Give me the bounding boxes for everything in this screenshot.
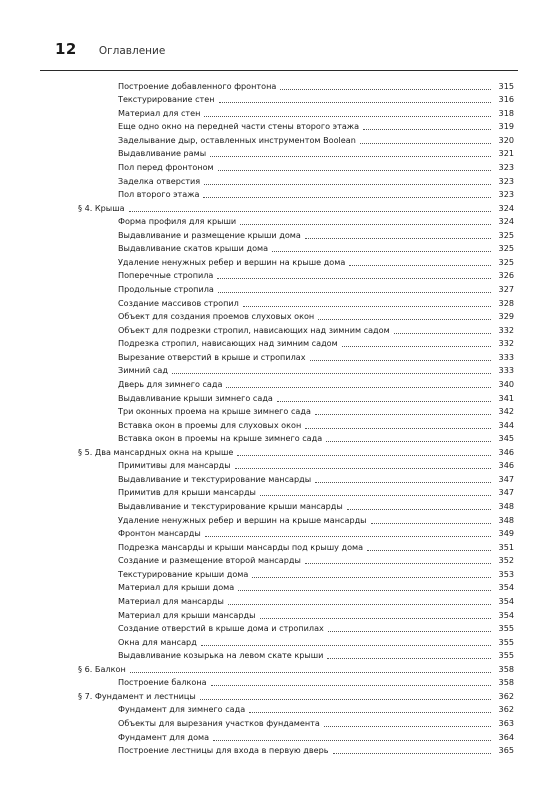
toc-entry-page: 358 [498,663,514,674]
toc-entry-title: Выдавливание и текстурирование крыши мансарды [118,501,343,511]
toc-entry-title: Продольные стропила [118,284,214,294]
dot-leader [318,319,491,320]
toc-entry [78,132,514,146]
dot-leader [272,251,491,252]
toc-entry [78,322,514,336]
toc-entry-title: Подрезка стропил, нависающих над зимним садом [118,338,338,349]
toc-entry [78,634,514,648]
toc-entry-page: 362 [498,704,514,715]
toc-section-entry [78,444,514,458]
dot-leader [327,658,491,659]
dot-leader [228,604,491,605]
toc-entry-page: 321 [498,148,514,159]
toc-entry-page: 320 [498,134,514,145]
toc-entry-page: 355 [498,636,514,647]
toc-entry [78,78,514,92]
toc-entry-title: Пол второго этажа [118,189,200,200]
toc-entry-title: Материал для крыши мансарды [118,609,256,620]
toc-entry-title: Выдавливание крыши зимнего сада [118,392,273,403]
table-of-contents [78,78,514,756]
toc-entry-page: 342 [498,406,514,417]
toc-entry-title: Построение добавленного фронтона [118,80,277,91]
dot-leader [260,495,491,496]
dot-leader [240,224,491,225]
toc-entry [78,580,514,594]
dot-leader [130,672,491,673]
toc-entry [78,309,514,323]
toc-entry-page: 355 [498,650,514,661]
toc-entry [78,363,514,377]
toc-entry-page: 344 [498,419,514,430]
toc-entry-page: 332 [498,338,514,349]
toc-entry-title: Выдавливание и размещение крыши дома [118,229,301,240]
toc-entry-page: 347 [498,487,514,498]
toc-entry-title: Еще одно окно на передней части стены второго этажа [118,121,360,132]
toc-entry-title: Фундамент для дома [118,731,210,742]
dot-leader [328,631,491,632]
toc-entry-title: Примитивы для мансарды [118,460,231,471]
toc-entry [78,648,514,662]
toc-entry [78,702,514,716]
dot-leader [200,699,491,700]
toc-entry [78,214,514,228]
toc-entry [78,404,514,418]
toc-entry-page: 346 [498,446,514,457]
toc-entry [78,336,514,350]
toc-entry [78,621,514,635]
dot-leader [360,143,491,144]
toc-entry-page: 319 [498,121,514,132]
toc-entry-page: 333 [498,351,514,362]
toc-entry [78,146,514,160]
dot-leader [213,740,491,741]
toc-entry-page: 345 [498,433,514,444]
dot-leader [217,278,491,279]
dot-leader [243,306,491,307]
toc-entry [78,417,514,431]
toc-entry-page: 358 [498,677,514,688]
toc-entry [78,187,514,201]
toc-entry-title: Поперечные стропила [118,270,214,281]
dot-leader [129,211,491,212]
toc-entry-title: Выдавливание скатов крыши дома [118,243,269,254]
toc-entry-page: 318 [498,107,514,118]
dot-leader [211,685,491,686]
toc-entry-title: Объекты для вырезания участков фундамента [118,718,320,728]
toc-entry-page: 348 [498,501,514,511]
toc-entry [78,526,514,540]
toc-entry-page: 354 [498,582,514,593]
toc-entry [78,159,514,173]
toc-entry [78,241,514,255]
toc-entry-page: 363 [498,718,514,728]
toc-entry-title: Построение лестницы для входа в первую дверь [118,745,329,756]
toc-entry [78,539,514,553]
dot-leader [326,441,491,442]
toc-entry [78,743,514,757]
toc-entry [78,715,514,729]
toc-entry [78,566,514,580]
dot-leader [305,428,491,429]
toc-entry [78,675,514,689]
toc-entry-page: 324 [498,202,514,213]
toc-entry-page: 364 [498,731,514,742]
toc-entry-page: 354 [498,609,514,620]
toc-entry-title: § 5. Два мансардных окна на крыше [78,446,234,457]
dot-leader [347,509,491,510]
toc-entry-title: Выдавливание рамы [118,148,207,159]
dot-leader [237,455,491,456]
dot-leader [218,292,491,293]
toc-entry-title: Вырезание отверстий в крыше и стропилах [118,351,306,362]
toc-entry-page: 325 [498,229,514,240]
toc-entry [78,105,514,119]
dot-leader [305,563,491,564]
dot-leader [363,129,491,130]
dot-leader [226,387,491,388]
toc-entry-title: Фундамент для зимнего сада [118,704,246,715]
toc-entry-page: 340 [498,378,514,389]
toc-entry-page: 326 [498,270,514,281]
dot-leader [315,414,491,415]
toc-entry-page: 332 [498,324,514,335]
toc-entry-page: 341 [498,392,514,403]
toc-entry [78,431,514,445]
dot-leader [238,590,491,591]
toc-entry-title: Создание отверстий в крыше дома и стропилах [118,623,324,634]
toc-entry-title: Зимний сад [118,365,168,376]
dot-leader [205,536,491,537]
dot-leader [277,401,491,402]
dot-leader [204,184,491,185]
toc-entry-page: 327 [498,284,514,294]
toc-entry-title: Фронтон мансарды [118,528,201,539]
toc-entry [78,295,514,309]
toc-entry [78,485,514,499]
toc-entry [78,512,514,526]
page-header [55,40,515,68]
toc-entry-title: § 4. Крыша [78,202,125,213]
toc-entry [78,729,514,743]
toc-entry [78,471,514,485]
dot-leader [252,577,491,578]
toc-entry-page: 325 [498,243,514,254]
dot-leader [201,645,491,646]
dot-leader [305,238,491,239]
toc-entry-page: 323 [498,189,514,200]
toc-entry [78,376,514,390]
toc-entry-page: 325 [498,256,514,267]
toc-entry-title: Форма профиля для крыши [118,216,237,227]
toc-entry-title: Материал для крыши дома [118,582,235,593]
toc-entry [78,349,514,363]
dot-leader [349,265,491,266]
dot-leader [342,346,491,347]
dot-leader [394,333,491,334]
dot-leader [249,712,491,713]
toc-entry-page: 316 [498,94,514,105]
toc-entry-title: Вставка окон в проемы на крыше зимнего сада [118,433,323,444]
toc-entry-title: Создание массивов стропил [118,297,239,308]
toc-entry [78,173,514,187]
toc-entry-page: 348 [498,514,514,525]
dot-leader [218,170,491,171]
toc-entry-page: 323 [498,175,514,186]
toc-entry-title: Удаление ненужных ребер и вершин на крыше дома [118,256,346,267]
dot-leader [333,753,491,754]
toc-entry [78,268,514,282]
toc-entry [78,553,514,567]
toc-entry-title: Заделывание дыр, оставленных инструментом Boolean [118,134,356,145]
toc-entry-page: 349 [498,528,514,539]
dot-leader [172,373,491,374]
toc-entry-page: 324 [498,216,514,227]
toc-entry [78,119,514,133]
toc-entry-page: 352 [498,555,514,566]
toc-entry-page: 328 [498,297,514,308]
toc-entry [78,227,514,241]
toc-entry [78,458,514,472]
toc-entry-title: Заделка отверстия [118,175,201,186]
toc-entry [78,498,514,512]
toc-entry-page: 355 [498,623,514,634]
toc-entry [78,92,514,106]
toc-entry-title: Пол перед фронтоном [118,161,214,172]
toc-entry-page: 346 [498,460,514,471]
toc-entry-title: Создание и размещение второй мансарды [118,555,301,566]
toc-entry-title: Объект для создания проемов слуховых окон [118,311,315,322]
toc-entry-title: Дверь для зимнего сада [118,378,223,389]
toc-entry-title: § 6. Балкон [78,663,126,674]
toc-entry [78,593,514,607]
toc-section-entry [78,688,514,702]
toc-entry-page: 362 [498,690,514,701]
toc-entry-page: 347 [498,473,514,484]
toc-entry-page: 365 [498,745,514,756]
toc-entry-title: Построение балкона [118,677,207,688]
header-rule [40,70,518,71]
toc-entry [78,281,514,295]
dot-leader [210,156,491,157]
toc-entry-title: Материал для стен [118,107,201,118]
toc-entry-title: Текстурирование крыши дома [118,568,249,579]
dot-leader [219,102,491,103]
dot-leader [203,197,491,198]
toc-section-entry [78,661,514,675]
page-number: 12 [55,40,77,58]
toc-section-entry [78,200,514,214]
dot-leader [371,523,491,524]
dot-leader [324,726,491,727]
toc-entry-title: Объект для подрезки стропил, нависающих над зимним садом [118,324,390,335]
toc-entry-title: Выдавливание козырька на левом скате крыши [118,650,324,661]
running-title: Оглавление [98,45,166,57]
toc-entry-title: Примитив для крыши мансарды [118,487,256,498]
dot-leader [204,116,491,117]
toc-entry-title: Вставка окон в проемы для слуховых окон [118,419,302,430]
toc-entry-page: 333 [498,365,514,376]
dot-leader [315,482,491,483]
toc-entry [78,254,514,268]
toc-entry-page: 353 [498,568,514,579]
toc-entry-page: 329 [498,311,514,322]
toc-entry [78,607,514,621]
toc-entry-page: 315 [498,80,514,91]
toc-entry-page: 323 [498,161,514,172]
toc-entry-page: 354 [498,595,514,606]
toc-entry-page: 351 [498,541,514,552]
toc-entry-title: Подрезка мансарды и крыши мансарды под крышу дома [118,541,364,552]
dot-leader [280,89,491,90]
toc-entry-title: Текстурирование стен [118,94,215,105]
toc-entry-title: Три оконных проема на крыше зимнего сада [118,406,311,417]
dot-leader [310,360,491,361]
toc-entry-title: Материал для мансарды [118,595,224,606]
toc-entry-title: Выдавливание и текстурирование мансарды [118,473,312,484]
dot-leader [367,550,491,551]
toc-entry-title: Удаление ненужных ребер и вершин на крыше мансарды [118,514,367,525]
dot-leader [260,618,492,619]
toc-entry-title: § 7. Фундамент и лестницы [78,690,196,701]
toc-entry [78,390,514,404]
toc-entry-title: Окна для мансард [118,636,197,647]
dot-leader [235,468,491,469]
